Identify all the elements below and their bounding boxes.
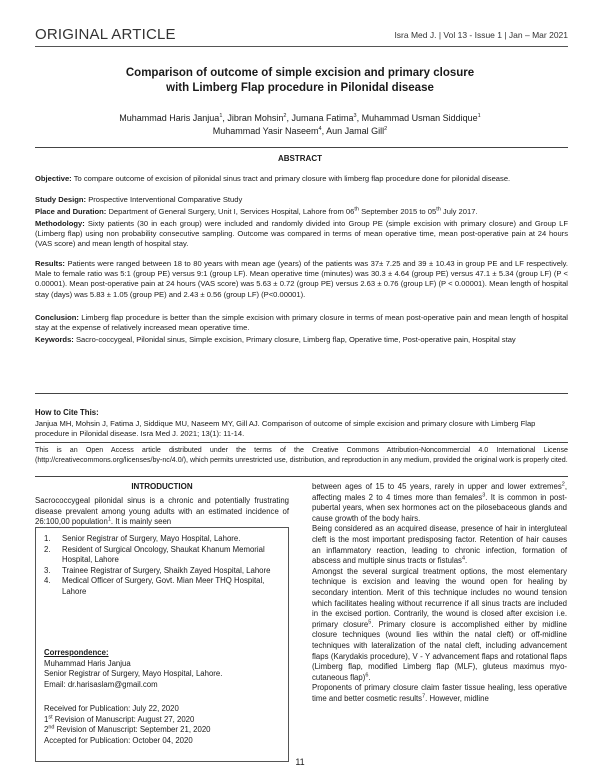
sup: nd <box>48 724 55 731</box>
introduction-paragraph <box>35 496 289 528</box>
right-column-text <box>312 482 567 704</box>
methodology-text: Sixty patients (30 in each group) were included and randomly divided into Group PE (simple excision with primary closure) and Group LF (Limberg flap) using non probability consecutive sampling. Outcome was compared in terms of mean operative time, mean post-operative pain at 24 hours (VAS score) and mean length of hospital stay. <box>35 219 568 249</box>
correspondence-position: Senior Registrar of Surgery, Mayo Hospital, Lahore. <box>44 669 223 679</box>
para-text: Proponents of primary closure claim faster tissue healing, less operative time and better cosmetic results <box>312 683 567 703</box>
affil-ref: 1 <box>219 113 223 119</box>
citation-heading: How to Cite This: <box>35 408 99 417</box>
affiliation-item <box>44 576 284 597</box>
objective-text: To compare outcome of excision of pilonidal sinus tract and primary closure with limberg flap procedure done for pilonidal disease. <box>73 174 511 183</box>
ref: 3 <box>482 492 486 498</box>
affiliation-box <box>35 527 289 762</box>
title-line-2: with Limberg Flap procedure in Pilonidal disease <box>166 82 434 94</box>
rev-num: 1 <box>44 714 49 724</box>
para-text: , affecting males 2 to 4 times more than females <box>312 482 567 502</box>
author-line-1: Muhammad Haris Janjua$^1$, Jibran Mohsin$^2$, Jumana Fatima$^3$, Muhammad Usman Siddique$^1$ <box>119 113 481 123</box>
correspondence <box>44 648 284 690</box>
para-text: . <box>465 556 468 566</box>
affiliation-item <box>44 566 284 577</box>
abstract-heading: ABSTRACT <box>278 154 322 163</box>
abstract-keywords <box>35 335 568 345</box>
affil-number: 2. <box>44 544 51 554</box>
correspondence-email[interactable]: Email: dr.harisaslam@gmail.com <box>44 679 158 689</box>
place-label: Place and Duration: <box>35 207 107 216</box>
paragraph <box>312 567 567 684</box>
results-label: Results: <box>35 259 65 268</box>
introduction-heading: INTRODUCTION <box>131 482 193 491</box>
section-label: ORIGINAL ARTICLE <box>35 26 176 43</box>
objective-label: Objective: <box>35 174 72 183</box>
affil-number: 4. <box>44 576 51 586</box>
ref: 7 <box>422 693 426 700</box>
paragraph <box>312 524 567 566</box>
affil-text: Senior Registrar of Surgery, Mayo Hospital, Lahore. <box>62 534 241 543</box>
conclusion-text: Limberg flap procedure is better than the simple excision with primary closure in terms of mean post-operative pain and mean length of hospital stay at the expense of relatively increased mean operative time. <box>35 313 568 333</box>
abstract-place <box>35 207 568 217</box>
journal-citation: Isra Med J. | Vol 13 - Issue 1 | Jan – Mar 2021 <box>394 30 568 40</box>
para-text: between ages of 15 to 45 years, rarely in upper and lower extremes <box>312 482 562 491</box>
affil-ref: 2 <box>283 113 287 119</box>
divider <box>35 442 568 443</box>
page-number: 11 <box>295 757 305 767</box>
author-name: Aun Jamal Gill <box>326 125 385 136</box>
abstract-conclusion <box>35 313 568 333</box>
author-name: Muhammad Usman Siddique <box>361 113 478 123</box>
affiliation-list <box>44 534 284 598</box>
author-name: Jibran Mohsin <box>227 113 284 123</box>
sup: th <box>354 206 359 213</box>
keywords-text: Sacro-coccygeal, Pilonidal sinus, Simple excision, Primary closure, Limberg flap, Operative time, Post-operative pain, Hospital stay <box>75 335 516 344</box>
ref: 1 <box>107 516 111 523</box>
ref: 2 <box>561 481 565 488</box>
para-text: Amongst the several surgical treatment options, the most elementary technique is excision and leaving the wound open for healing by secondary intention. Merit of this technique includes no wound tension which facilitates healing without recurrence if all sinus tracts are included in the excised portion. Contrarily, the wound is closed after excision i.e. primary closure <box>312 566 567 629</box>
para-text: . Primary closure is accomplished either by midline closure techniques (wound lies within the natal cleft) or off-midline techniques with lateralization of the natal cleft, including advancement flaps (Karydakis procedure), V - Y advancement flaps and rotational flaps (Limberg flap, modified Limberg flap (MLF), gluteus maximus myo-cutaneous flap) <box>312 619 568 682</box>
correspondence-heading: Correspondence: <box>44 648 109 657</box>
para-text: . It is common in post-pubertal years, when sex hormones act on the pilosebaceous glands and cause growth of the body hairs. <box>312 492 567 523</box>
design-text: Prospective Interventional Comparative Study <box>88 195 243 204</box>
keywords-label: Keywords: <box>35 335 74 344</box>
received-date: Received for Publication: July 22, 2020 <box>44 704 179 713</box>
affiliation-item <box>44 545 284 566</box>
sup: st <box>48 714 53 720</box>
affil-number: 3. <box>44 565 51 575</box>
affil-number: 1. <box>44 534 51 543</box>
divider <box>35 393 568 394</box>
author-line-2: Muhammad Yasir Naseem$^4$, Aun Jamal Gill$^2$ <box>212 125 388 136</box>
place-text: September 2015 to 05 <box>358 207 437 216</box>
affil-ref: 4 <box>318 125 322 132</box>
abstract-methodology <box>35 219 568 250</box>
title-line-1: Comparison of outcome of simple excision and primary closure <box>125 67 475 79</box>
design-label: Study Design: <box>35 195 87 204</box>
divider <box>35 476 568 477</box>
intro-text: . It is mainly seen <box>110 517 172 527</box>
place-text: July 2017. <box>440 207 478 216</box>
license-text: This is an Open Access article distributed under the terms of the Creative Commons Attribution-Noncommercial 4.0 International License (http://creativecommons.org/licenses/by-nc/4.0/), which permits unrestricted use, distribution, and reproduction in any medium, provided the original work is properly cited. <box>35 446 568 464</box>
intro-text: Sacrococcygeal pilonidal sinus is a chronic and potentially frustrating disease prevalent among young adults with an estimated incidence of 26:100,00 population <box>35 496 289 527</box>
revision-2-date <box>44 725 284 736</box>
article-title <box>60 66 540 96</box>
affil-ref: 2 <box>384 125 388 132</box>
abstract-results <box>35 259 568 300</box>
rev-num: 2 <box>44 725 49 735</box>
affil-text: Trainee Registrar of Surgery, Shaikh Zayed Hospital, Lahore <box>62 565 271 575</box>
revision-1-date <box>44 715 284 726</box>
paragraph <box>312 482 567 524</box>
author-name: Jumana Fatima <box>291 113 354 123</box>
abstract-design <box>35 195 568 205</box>
ref: 4 <box>461 555 466 562</box>
abstract-objective <box>35 174 568 184</box>
correspondence-name: Muhammad Haris Janjua <box>44 658 131 668</box>
affil-ref: 1 <box>477 113 481 119</box>
para-text: . However, midline <box>425 693 489 703</box>
paragraph <box>312 683 567 704</box>
affil-text: Resident of Surgical Oncology, Shaukat Khanum Memorial Hospital, Lahore <box>62 544 265 565</box>
place-text: Department of General Surgery, Unit I, Services Hospital, Lahore from 06 <box>108 207 355 216</box>
conclusion-label: Conclusion: <box>35 313 79 322</box>
ref: 5 <box>368 619 372 626</box>
affil-ref: 3 <box>353 113 357 119</box>
publication-dates <box>44 704 284 746</box>
author-name: Muhammad Haris Janjua <box>119 113 220 123</box>
para-text: . <box>368 672 371 682</box>
rev-text: Revision of Manuscript: September 21, 2020 <box>54 725 211 735</box>
accepted-date: Accepted for Publication: October 04, 2020 <box>44 735 193 745</box>
affiliation-item <box>44 534 284 545</box>
author-name: Muhammad Yasir Naseem <box>212 125 319 136</box>
ref: 6 <box>365 672 369 679</box>
sup: th <box>436 206 441 213</box>
affil-text: Medical Officer of Surgery, Govt. Mian Meer THQ Hospital, Lahore <box>62 576 265 596</box>
para-text: Being considered as an acquired disease, presence of hair in intergluteal cleft is the most important predisposing factor. Retention of hair causes an inflammatory reaction, leading to chronic infection, formation of abscess and multiple sinus tracts or fistulas <box>312 524 567 566</box>
citation-text: Janjua MH, Mohsin J, Fatima J, Siddique MU, Naseem MY, Gill AJ. Comparison of outcome of simple excision and primary closure with Limberg Flap procedure in Pilonidal disease. Isra Med J. 2021; 13(1): 11-14. <box>35 419 536 439</box>
rev-text: Revision of Manuscript: August 27, 2020 <box>52 714 195 724</box>
methodology-label: Methodology: <box>35 219 85 228</box>
results-text: Patients were ranged between 18 to 80 years with mean age (years) of the patients was 37± 7.25 and 39 ± 10.43 in group PE and LF respectively. Male to female ratio was 5:1 (group PE) versus 9:1 (group LF). Mean operative time (minutes) was 30.3 ± 4.64 (group PE) versus 47.1 ± 5.34 (group LF) (P < 0.00001). Mean post-operative pain at 24 hours (VAS score) was 5.63 ± 0.72 (group PE) versus 2.63 ± 0.76 (group LF) (P < 0.00001). Mean length of hospital stay (days) was 5.83 ± 1.05 (group PE) and 2.43 ± 0.56 (group LF) (P<0.00001). <box>35 259 568 299</box>
running-header <box>35 26 568 47</box>
author-list <box>60 112 540 137</box>
divider <box>35 147 568 148</box>
